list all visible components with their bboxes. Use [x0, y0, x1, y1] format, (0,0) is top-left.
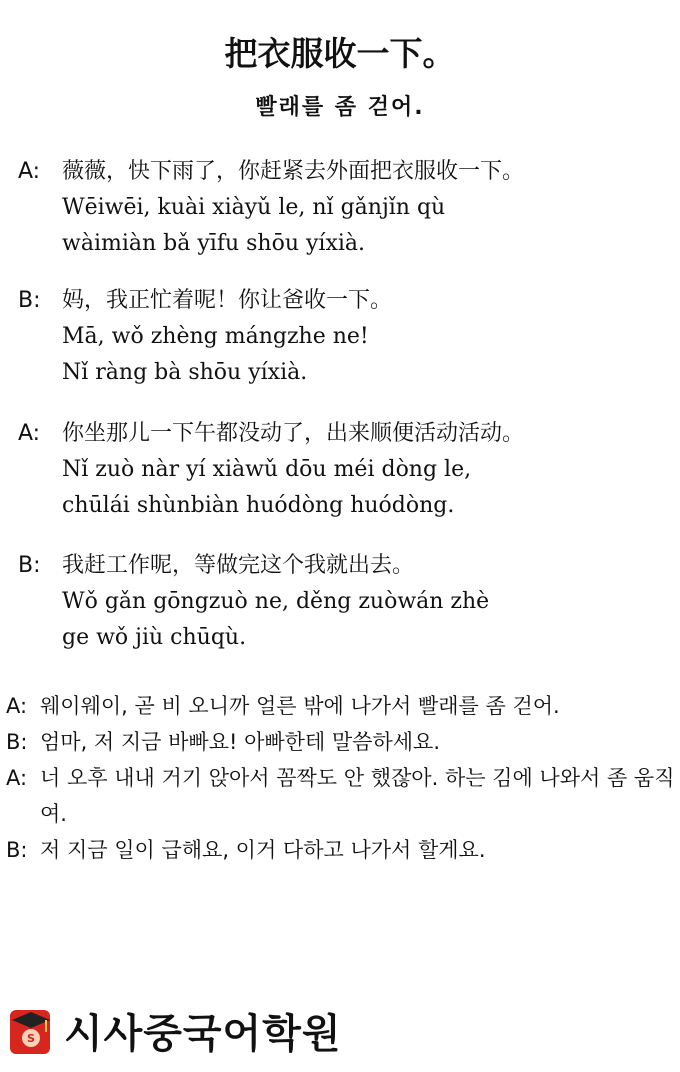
- dialogue-line-a2: [18, 416, 668, 524]
- translation-text: 웨이웨이, 곧 비 오니까 얼른 밖에 나가서 빨래를 좀 걷어.: [40, 694, 560, 718]
- speaker-label: B:: [18, 288, 41, 313]
- dialogue-line-a1: [18, 154, 668, 262]
- speaker-label: B:: [6, 730, 28, 754]
- speaker-label: A:: [18, 421, 41, 446]
- dialogue-line-b2: [18, 548, 668, 656]
- translation-block: [6, 688, 678, 868]
- brand-logo: [8, 1002, 341, 1059]
- brand-name: 시사중국어학원: [64, 1011, 342, 1057]
- page-subtitle: 빨래를 좀 걷어.: [255, 95, 425, 120]
- pinyin-text: Wēiwēi, kuài xiàyǔ le, nǐ gǎnjǐn qù: [62, 195, 446, 220]
- page-title: 把衣服收一下。: [224, 34, 456, 73]
- logo-mark-letter: S: [27, 1031, 35, 1045]
- translation-row: [6, 832, 678, 868]
- speaker-label: A:: [6, 766, 28, 790]
- speaker-label: B:: [6, 838, 28, 862]
- pinyin-text: Nǐ ràng bà shōu yíxià.: [62, 360, 308, 385]
- pinyin-text: ge wǒ jiù chūqù.: [62, 625, 247, 650]
- chinese-text: 我赶工作呢，等做完这个我就出去。: [62, 553, 415, 578]
- pinyin-text: Wǒ gǎn gōngzuò ne, děng zuòwán zhè: [62, 589, 490, 614]
- translation-row: [6, 760, 678, 832]
- speaker-label: A:: [6, 694, 28, 718]
- pinyin-text: Nǐ zuò nàr yí xiàwǔ dōu méi dòng le,: [62, 457, 472, 482]
- speaker-label: A:: [18, 159, 41, 184]
- translation-row: [6, 724, 678, 760]
- dialogue-line-b1: [18, 283, 668, 391]
- translation-text: 엄마, 저 지금 바빠요! 아빠한테 말씀하세요.: [40, 730, 441, 754]
- pinyin-text: wàimiàn bǎ yīfu shōu yíxià.: [62, 231, 366, 256]
- speaker-label: B:: [18, 553, 41, 578]
- translation-row: [6, 688, 678, 724]
- translation-text: 너 오후 내내 거기 앉아서 꼼짝도 안 했잖아. 하는 김에 나와서 좀 움직여.: [40, 766, 675, 826]
- chinese-text: 你坐那儿一下午都没动了，出来顺便活动活动。: [62, 421, 525, 446]
- graduate-cap-icon: [8, 1006, 54, 1056]
- pinyin-text: Mā, wǒ zhèng mángzhe ne!: [62, 324, 369, 349]
- translation-text: 저 지금 일이 급해요, 이거 다하고 나가서 할게요.: [40, 838, 486, 862]
- chinese-text: 妈，我正忙着呢！你让爸收一下。: [62, 288, 393, 313]
- pinyin-text: chūlái shùnbiàn huódòng huódòng.: [62, 493, 455, 518]
- chinese-text: 薇薇，快下雨了，你赶紧去外面把衣服收一下。: [62, 159, 525, 184]
